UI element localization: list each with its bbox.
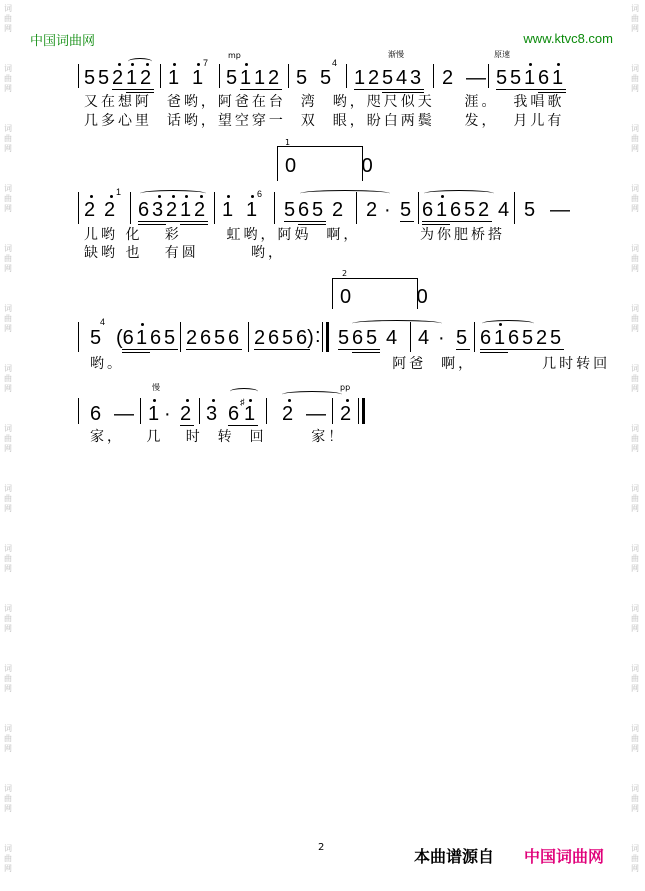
- score-mark: [557, 63, 560, 66]
- score-mark: 1: [246, 199, 258, 221]
- score-mark: [245, 63, 248, 66]
- score-mark: [197, 63, 200, 66]
- watermark-glyph-group: 词 曲 网: [631, 484, 639, 513]
- score-mark: —: [466, 67, 486, 89]
- lyric-line: 又在想阿 爸哟，阿爸在台 湾 哟，咫尺似天 涯。 我唱歌: [84, 94, 565, 110]
- score-mark: 3: [152, 199, 164, 221]
- score-mark: [160, 64, 161, 88]
- score-mark: [356, 192, 357, 224]
- score-mark: [488, 64, 489, 88]
- score-mark: [78, 322, 79, 352]
- score-mark: [284, 221, 326, 222]
- score-mark: 5: [284, 199, 296, 221]
- score-mark: :: [315, 325, 321, 347]
- score-mark: 5: [282, 327, 294, 349]
- score-mark: [346, 64, 347, 88]
- score-mark: [400, 221, 414, 222]
- volta-rest: 0 0: [340, 286, 458, 308]
- score-mark: 4: [100, 317, 106, 327]
- score-mark: 1: [116, 187, 122, 197]
- score-mark: 2: [536, 327, 548, 349]
- score-mark: 5: [522, 327, 534, 349]
- score-mark: ·: [164, 403, 171, 425]
- score-mark: [122, 349, 178, 350]
- score-mark: 1: [254, 67, 266, 89]
- score-mark: ·: [438, 327, 445, 349]
- score-mark: [128, 58, 152, 65]
- score-mark: [251, 195, 254, 198]
- score-mark: 1: [552, 67, 564, 89]
- score-mark: 5: [90, 327, 102, 349]
- volta-rest: 0 0: [285, 155, 403, 177]
- watermark-glyph-group: 词 曲 网: [4, 424, 12, 453]
- watermark-glyph-group: 词 曲 网: [4, 364, 12, 393]
- score-mark: 6: [422, 199, 434, 221]
- score-mark: [322, 322, 323, 352]
- score-mark: 2: [268, 67, 280, 89]
- score-mark: [456, 349, 470, 350]
- score-mark: 2: [84, 199, 96, 221]
- watermark-glyph-group: 词 曲 网: [631, 184, 639, 213]
- score-mark: [248, 322, 249, 352]
- score-mark: [199, 398, 200, 424]
- score-mark: 6: [228, 327, 240, 349]
- score-mark: [298, 224, 326, 225]
- score-mark: [240, 89, 282, 90]
- score-mark: 3: [206, 403, 218, 425]
- score-mark: [126, 92, 154, 93]
- watermark-glyph-group: 词 曲 网: [631, 64, 639, 93]
- score-mark: 1: [192, 67, 204, 89]
- score-mark: 7: [203, 58, 209, 68]
- dynamic-mark: mp: [228, 51, 241, 60]
- score-mark: 6: [538, 67, 550, 89]
- watermark-glyph-group: 词 曲 网: [631, 844, 639, 873]
- score-mark: ·: [384, 199, 391, 221]
- score-mark: 6: [508, 327, 520, 349]
- watermark-glyph-group: 词 曲 网: [631, 544, 639, 573]
- score-mark: 1: [244, 403, 256, 425]
- score-mark: [78, 192, 79, 224]
- score-mark: 1: [240, 67, 252, 89]
- watermark-glyph-group: 词 曲 网: [631, 424, 639, 453]
- score-mark: 2: [140, 67, 152, 89]
- score-mark: —: [550, 199, 570, 221]
- score-mark: 2: [104, 199, 116, 221]
- score-mark: 5: [366, 327, 378, 349]
- watermark-glyph-group: 词 曲 网: [631, 4, 639, 33]
- score-mark: 2: [166, 199, 178, 221]
- score-mark: 1: [494, 327, 506, 349]
- score-mark: 4: [396, 67, 408, 89]
- watermark-glyph-group: 词 曲 网: [4, 124, 12, 153]
- score-mark: 4: [386, 327, 398, 349]
- score-mark: 6: [298, 199, 310, 221]
- score-mark: 1: [222, 199, 234, 221]
- lyric-line: 几多心里 话哟，望空穿一 双 眼，盼白两鬓 发， 月儿有: [84, 113, 565, 129]
- score-mark: [352, 352, 380, 353]
- score-mark: 2: [442, 67, 454, 89]
- score-mark: 5: [164, 327, 176, 349]
- watermark-glyph-group: 词 曲 网: [4, 484, 12, 513]
- watermark-glyph-group: 词 曲 网: [4, 304, 12, 333]
- score-mark: [219, 64, 220, 88]
- score-mark: 1: [354, 67, 366, 89]
- score-mark: 4: [418, 327, 430, 349]
- score-mark: [214, 192, 215, 224]
- watermark-glyph-group: 词 曲 网: [631, 664, 639, 693]
- watermark-glyph-group: 词 曲 网: [4, 544, 12, 573]
- score-mark: [346, 399, 349, 402]
- score-mark: [480, 352, 508, 353]
- score-mark: [424, 190, 494, 197]
- volta-number: 1: [285, 138, 291, 147]
- score-mark: 3: [410, 67, 422, 89]
- score-mark: 6: [150, 327, 162, 349]
- score-mark: [410, 322, 411, 352]
- score-mark: 4: [498, 199, 510, 221]
- source-brand: 中国词曲网: [524, 847, 605, 866]
- score-mark: [496, 89, 566, 90]
- score-mark: 5: [400, 199, 412, 221]
- score-mark: [418, 192, 419, 224]
- score-mark: 2: [112, 67, 124, 89]
- volta-number: 2: [342, 269, 348, 278]
- score-mark: [474, 322, 475, 352]
- watermark-glyph-group: 词 曲 网: [631, 304, 639, 333]
- score-mark: [382, 92, 424, 93]
- score-mark: 6: [450, 199, 462, 221]
- score-mark: [482, 320, 534, 327]
- score-mark: [338, 349, 380, 350]
- score-mark: 6: [268, 327, 280, 349]
- score-mark: [180, 224, 208, 225]
- score-mark: [254, 349, 310, 350]
- watermark-glyph-group: 词 曲 网: [4, 64, 12, 93]
- score-mark: —: [114, 403, 134, 425]
- score-mark: [514, 192, 515, 224]
- source-credit: 本曲谱源自: [414, 847, 495, 866]
- score-mark: 5: [524, 199, 536, 221]
- watermark-glyph-group: 词 曲 网: [631, 724, 639, 753]
- site-name-header: 中国词曲网: [30, 34, 96, 49]
- score-mark: 2: [282, 403, 294, 425]
- score-mark: 1: [180, 199, 192, 221]
- score-mark: [90, 195, 93, 198]
- score-mark: [78, 398, 79, 424]
- watermark-glyph-group: 词 曲 网: [4, 844, 12, 873]
- score-mark: [110, 195, 113, 198]
- score-mark: [480, 349, 564, 350]
- score-mark: [300, 190, 390, 197]
- score-mark: 1: [168, 67, 180, 89]
- watermark-glyph-group: 词 曲 网: [631, 244, 639, 273]
- dynamic-mark: pp: [340, 383, 351, 392]
- tempo-mark: 慢: [152, 383, 160, 392]
- score-mark: [230, 388, 258, 395]
- score-mark: [326, 322, 329, 352]
- side-watermark-left: [2, 0, 16, 891]
- score-mark: [249, 399, 252, 402]
- lyric-line: 儿哟 化 彩 虹哟，阿妈 啊， 为你肥桥搭: [84, 227, 506, 243]
- score-mark: 6: [352, 327, 364, 349]
- score-mark: —: [306, 403, 326, 425]
- score-mark: 5: [382, 67, 394, 89]
- score-mark: [153, 399, 156, 402]
- score-mark: 5: [338, 327, 350, 349]
- score-mark: [358, 398, 359, 424]
- score-mark: 2: [368, 67, 380, 89]
- score-mark: 6: [138, 199, 150, 221]
- score-mark: [138, 221, 208, 222]
- score-mark: 4: [332, 58, 338, 68]
- score-mark: 6: [90, 403, 102, 425]
- score-mark: [186, 349, 242, 350]
- score-mark: [140, 398, 141, 424]
- watermark-glyph-group: 词 曲 网: [631, 604, 639, 633]
- lyric-line: 家， 几 时 转 回 家！: [90, 429, 346, 445]
- site-url-header: www.ktvc8.com: [523, 31, 613, 46]
- score-mark: 2: [366, 199, 378, 221]
- score-mark: [282, 391, 342, 398]
- score-mark: [180, 322, 181, 352]
- score-mark: [122, 352, 150, 353]
- watermark-glyph-group: 词 曲 网: [4, 604, 12, 633]
- score-mark: ♯: [240, 397, 245, 407]
- score-mark: [227, 195, 230, 198]
- score-mark: 5: [550, 327, 562, 349]
- page-number: 2: [318, 842, 325, 853]
- score-mark: 5: [214, 327, 226, 349]
- score-mark: [529, 63, 532, 66]
- score-mark: 2: [254, 327, 266, 349]
- score-mark: 1: [436, 199, 448, 221]
- score-mark: [332, 398, 333, 424]
- score-mark: [78, 64, 79, 88]
- score-mark: [266, 398, 267, 424]
- watermark-glyph-group: 词 曲 网: [4, 244, 12, 273]
- score-mark: [228, 425, 258, 426]
- score-mark: [538, 92, 566, 93]
- score-mark: 6: [480, 327, 492, 349]
- tempo-mark: 渐慢: [388, 50, 404, 59]
- score-mark: [173, 63, 176, 66]
- score-mark: [118, 63, 121, 66]
- watermark-glyph-group: 词 曲 网: [4, 784, 12, 813]
- score-mark: 5: [312, 199, 324, 221]
- score-mark: [422, 221, 492, 222]
- score-mark: [212, 399, 215, 402]
- score-mark: [180, 425, 194, 426]
- score-mark: 5: [226, 67, 238, 89]
- score-mark: 2: [478, 199, 490, 221]
- score-mark: 1: [126, 67, 138, 89]
- score-mark: 1: [148, 403, 160, 425]
- score-mark: 5: [84, 67, 96, 89]
- score-mark: [112, 89, 154, 90]
- score-mark: 1: [136, 327, 148, 349]
- tempo-mark: 原速: [494, 50, 510, 59]
- score-mark: [140, 190, 206, 197]
- score-mark: 6: [200, 327, 212, 349]
- score-mark: [130, 192, 131, 224]
- score-mark: 2: [194, 199, 206, 221]
- watermark-glyph-group: 词 曲 网: [631, 124, 639, 153]
- lyric-line: 哟。 阿爸 啊， 几时转回: [90, 356, 611, 372]
- score-mark: 6: [228, 403, 240, 425]
- score-mark: 5: [464, 199, 476, 221]
- watermark-glyph-group: 词 曲 网: [631, 364, 639, 393]
- score-mark: 5: [456, 327, 468, 349]
- watermark-glyph-group: 词 曲 网: [4, 4, 12, 33]
- score-mark: [352, 320, 442, 327]
- score-mark: 2: [180, 403, 192, 425]
- score-mark: 5: [510, 67, 522, 89]
- score-mark: [274, 192, 275, 224]
- score-mark: [433, 64, 434, 88]
- watermark-glyph-group: 词 曲 网: [631, 784, 639, 813]
- score-mark: [138, 224, 166, 225]
- score-mark: [422, 224, 450, 225]
- score-mark: 5: [320, 67, 332, 89]
- score-mark: [288, 399, 291, 402]
- score-mark: [186, 399, 189, 402]
- score-mark: (6: [116, 327, 134, 349]
- score-mark: 6: [257, 189, 263, 199]
- score-mark: 1: [524, 67, 536, 89]
- watermark-glyph-group: 词 曲 网: [4, 664, 12, 693]
- score-mark: 5: [496, 67, 508, 89]
- score-mark: [288, 64, 289, 88]
- score-mark: [141, 323, 144, 326]
- score-mark: [354, 89, 424, 90]
- score-mark: 6): [296, 327, 314, 349]
- side-watermark-right: [629, 0, 643, 891]
- score-mark: 2: [332, 199, 344, 221]
- score-mark: 5: [98, 67, 110, 89]
- lyric-line: 缺哟 也 有圆 哟，: [84, 245, 285, 261]
- watermark-glyph-group: 词 曲 网: [4, 724, 12, 753]
- watermark-glyph-group: 词 曲 网: [4, 184, 12, 213]
- score-mark: [362, 398, 365, 424]
- score-mark: 2: [186, 327, 198, 349]
- score-mark: 2: [340, 403, 352, 425]
- score-mark: 5: [296, 67, 308, 89]
